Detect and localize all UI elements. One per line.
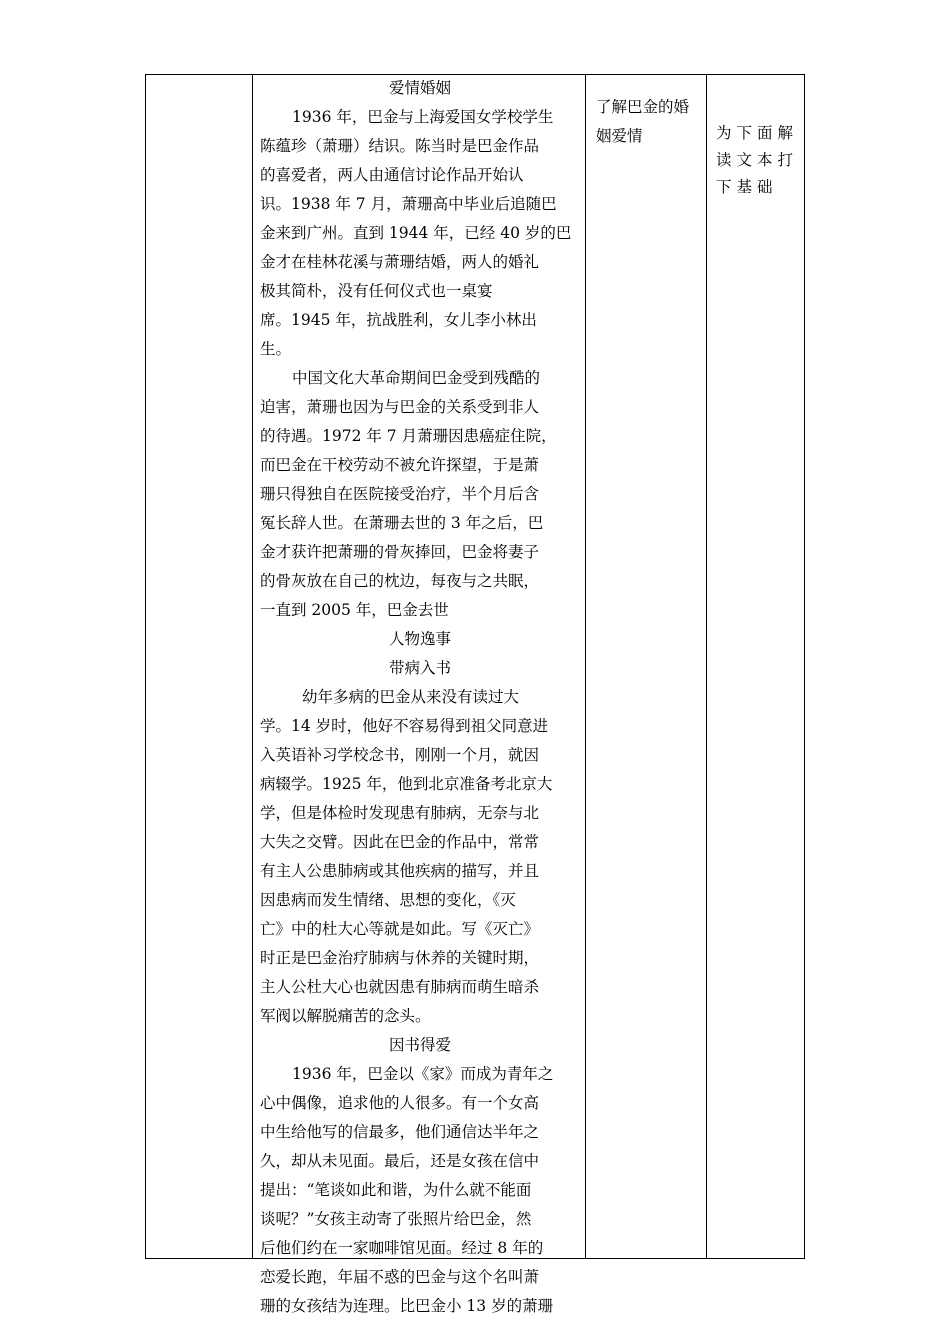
text-line: 军阀以解脱痛苦的念头。: [260, 1007, 431, 1025]
text-line: 学，但是体检时发现患有肺病，无奈与北: [260, 804, 540, 822]
text-line: 迫害，萧珊也因为与巴金的关系受到非人: [260, 398, 540, 416]
text-line: 恋爱长跑，年届不惑的巴金与这个名叫萧: [260, 1268, 540, 1286]
text-line: 幼年多病的巴金从来没有读过大: [302, 688, 520, 706]
text-line: 中国文化大革命期间巴金受到残酷的: [292, 369, 541, 387]
text-line: 学。14 岁时，他好不容易得到祖父同意进: [260, 717, 549, 735]
text-line: 金才在桂林花溪与萧珊结婚，两人的婚礼: [260, 253, 540, 271]
text-line: 的待遇。1972 年 7 月萧珊因患癌症住院，: [260, 427, 557, 445]
text-line: 一直到 2005 年，巴金去世: [260, 601, 449, 619]
text-line: 亡》中的杜大心等就是如此。写《灭亡》: [260, 920, 540, 938]
text-line: 金才获许把萧珊的骨灰捧回，巴金将妻子: [260, 543, 540, 561]
text-line: 的喜爱者，两人由通信讨论作品开始认: [260, 166, 524, 184]
text-line: 的骨灰放在自己的枕边，每夜与之共眠，: [260, 572, 540, 590]
text-line: 极其简朴，没有任何仪式也一桌宴: [260, 282, 493, 300]
intent-line: 下基础: [716, 178, 778, 196]
text-line: 而巴金在干校劳动不被允许探望，于是萧: [260, 456, 540, 474]
column-divider: [706, 74, 707, 1259]
text-line: 时正是巴金治疗肺病与休养的关键时期，: [260, 949, 540, 967]
text-line: 病辍学。1925 年，他到北京准备考北京大: [260, 775, 553, 793]
text-line: 生。: [260, 340, 292, 358]
text-line: 有主人公患肺病或其他疾病的描写，并且: [260, 862, 540, 880]
text-line: 珊的女孩结为连理。比巴金小 13 岁的萧珊: [260, 1297, 554, 1315]
text-line: 中生给他写的信最多，他们通信达半年之: [260, 1123, 540, 1141]
text-line: 因患病而发生情绪、思想的变化，《灭: [260, 891, 516, 909]
text-line: 识。1938 年 7 月，萧珊高中毕业后追随巴: [260, 195, 557, 213]
text-line: 冤长辞人世。在萧珊去世的 3 年之后，巴: [260, 514, 544, 532]
text-line: 大失之交臂。因此在巴金的作品中，常常: [260, 833, 540, 851]
content-column: [260, 74, 580, 1321]
intent-line: 读文本打: [716, 151, 799, 169]
text-line: 1936 年，巴金与上海爱国女学校学生: [292, 108, 554, 126]
text-line: 久，却从未见面。最后，还是女孩在信中: [260, 1152, 540, 1170]
text-line: 主人公杜大心也就因患有肺病而萌生暗杀: [260, 978, 540, 996]
text-line: 席。1945 年，抗战胜利，女儿李小林出: [260, 311, 537, 329]
goal-line: 了解巴金的婚: [596, 98, 690, 116]
goal-column: [596, 93, 706, 151]
section-heading-marriage: 爱情婚姻: [388, 79, 451, 97]
column-divider: [585, 74, 586, 1259]
section-heading-illness: 带病入书: [388, 659, 451, 677]
text-line: 珊只得独自在医院接受治疗，半个月后含: [260, 485, 540, 503]
text-line: 提出：“笔谈如此和谐，为什么就不能面: [260, 1181, 532, 1199]
text-line: 入英语补习学校念书，刚刚一个月，就因: [260, 746, 540, 764]
section-heading-love: 因书得爱: [388, 1036, 451, 1054]
column-divider: [252, 74, 253, 1259]
text-line: 1936 年，巴金以《家》而成为青年之: [292, 1065, 554, 1083]
text-line: 心中偶像，追求他的人很多。有一个女高: [260, 1094, 540, 1112]
intent-column: [716, 120, 806, 201]
text-line: 金来到广州。直到 1944 年，已经 40 岁的巴: [260, 224, 572, 242]
text-line: 谈呢？”女孩主动寄了张照片给巴金，然: [260, 1210, 532, 1228]
goal-line: 姻爱情: [596, 127, 643, 145]
text-line: 后他们约在一家咖啡馆见面。经过 8 年的: [260, 1239, 544, 1257]
text-line: 陈蕴珍（萧珊）结识。陈当时是巴金作品: [260, 137, 540, 155]
section-heading-anecdotes: 人物逸事: [388, 630, 451, 648]
intent-line: 为下面解: [716, 124, 799, 142]
